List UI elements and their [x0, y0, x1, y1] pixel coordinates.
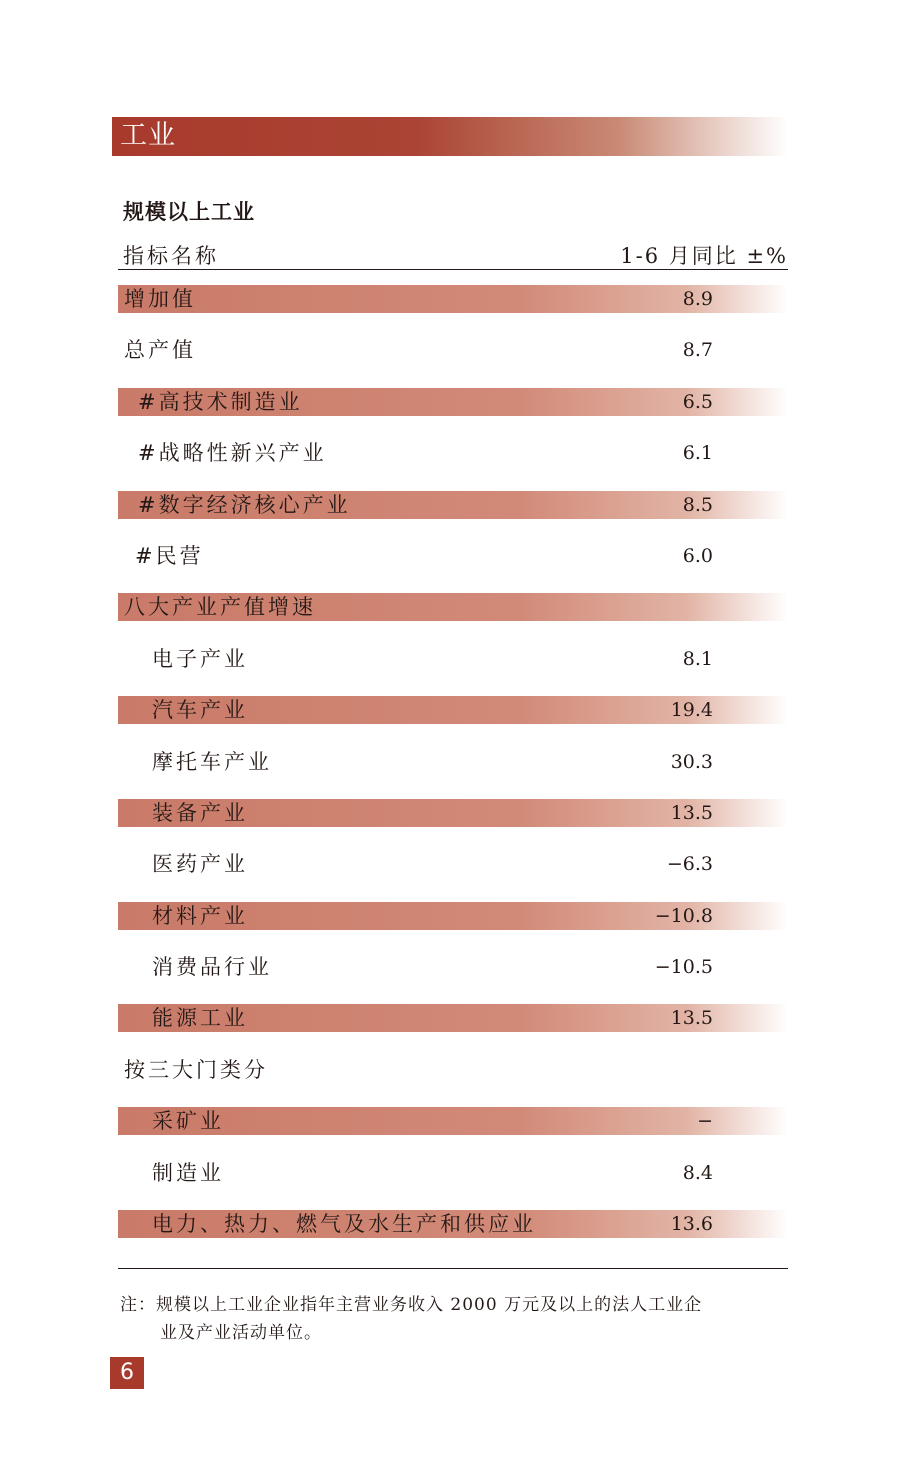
table-row: [118, 388, 788, 416]
row-label: #战略性新兴产业: [138, 441, 327, 466]
table-row: [118, 491, 788, 519]
table-row: [118, 1107, 788, 1135]
table-row: [118, 696, 788, 724]
footnote-divider: [118, 1268, 788, 1269]
row-label: 采矿业: [152, 1109, 224, 1134]
row-value: 8.7: [682, 339, 713, 362]
table-row: [118, 953, 788, 981]
table-row: [118, 285, 788, 313]
row-value: 19.4: [670, 699, 713, 722]
row-value: 8.5: [682, 493, 713, 516]
row-value: 8.4: [682, 1161, 713, 1184]
row-label: 消费品行业: [152, 955, 272, 980]
section-title: 工业: [120, 120, 176, 151]
column-header-value: 1-6 月同比 ±%: [620, 244, 788, 268]
row-value: −6.3: [666, 853, 713, 876]
row-label: 装备产业: [152, 800, 248, 825]
table-row: [118, 799, 788, 827]
row-label: 八大产业产值增速: [124, 595, 316, 620]
section-banner: [112, 117, 788, 156]
row-value: −10.8: [654, 904, 713, 927]
row-label: 汽车产业: [152, 698, 248, 723]
table-row: [118, 645, 788, 673]
table-row: [118, 336, 788, 364]
table-row: [118, 593, 788, 621]
table-row: [118, 542, 788, 570]
row-label: 总产值: [124, 338, 196, 363]
row-label: #高技术制造业: [138, 389, 303, 414]
row-value: 13.6: [670, 1213, 713, 1236]
row-value: 8.9: [682, 288, 713, 310]
row-label: #民营: [135, 543, 204, 568]
row-label: #数字经济核心产业: [138, 492, 351, 517]
table-row: [118, 748, 788, 776]
row-value: 6.5: [682, 390, 713, 413]
table-row: [118, 1004, 788, 1032]
row-label: 材料产业: [152, 903, 248, 928]
table-row: [118, 439, 788, 467]
table-subtitle: 规模以上工业: [123, 200, 255, 224]
table-row: [118, 1210, 788, 1238]
header-divider: [118, 269, 788, 270]
row-label: 制造业: [152, 1160, 224, 1185]
page-number: 6: [110, 1357, 144, 1389]
row-label: 电子产业: [152, 646, 248, 671]
row-label: 增加值: [124, 287, 196, 311]
row-value: 6.0: [682, 544, 713, 567]
column-header-name: 指标名称: [123, 244, 219, 268]
footnote-line-1: 注：规模以上工业企业指年主营业务收入 2000 万元及以上的法人工业企: [120, 1295, 703, 1315]
row-label: 能源工业: [152, 1006, 248, 1031]
footnote-line-2: 业及产业活动单位。: [160, 1323, 322, 1343]
row-value: −10.5: [654, 956, 713, 979]
table-row: [118, 1159, 788, 1187]
table-row: [118, 1056, 788, 1084]
row-value: −: [697, 1110, 713, 1133]
table-row: [118, 902, 788, 930]
row-label: 医药产业: [152, 852, 248, 877]
row-label: 摩托车产业: [152, 749, 272, 774]
table-row: [118, 850, 788, 878]
indicator-table: [118, 285, 788, 1261]
row-label: 电力、热力、燃气及水生产和供应业: [152, 1212, 536, 1237]
row-label: 按三大门类分: [124, 1057, 268, 1082]
row-value: 8.1: [682, 647, 713, 670]
row-value: 13.5: [670, 801, 713, 824]
row-value: 13.5: [670, 1007, 713, 1030]
row-value: 30.3: [670, 750, 713, 773]
row-value: 6.1: [682, 442, 713, 465]
